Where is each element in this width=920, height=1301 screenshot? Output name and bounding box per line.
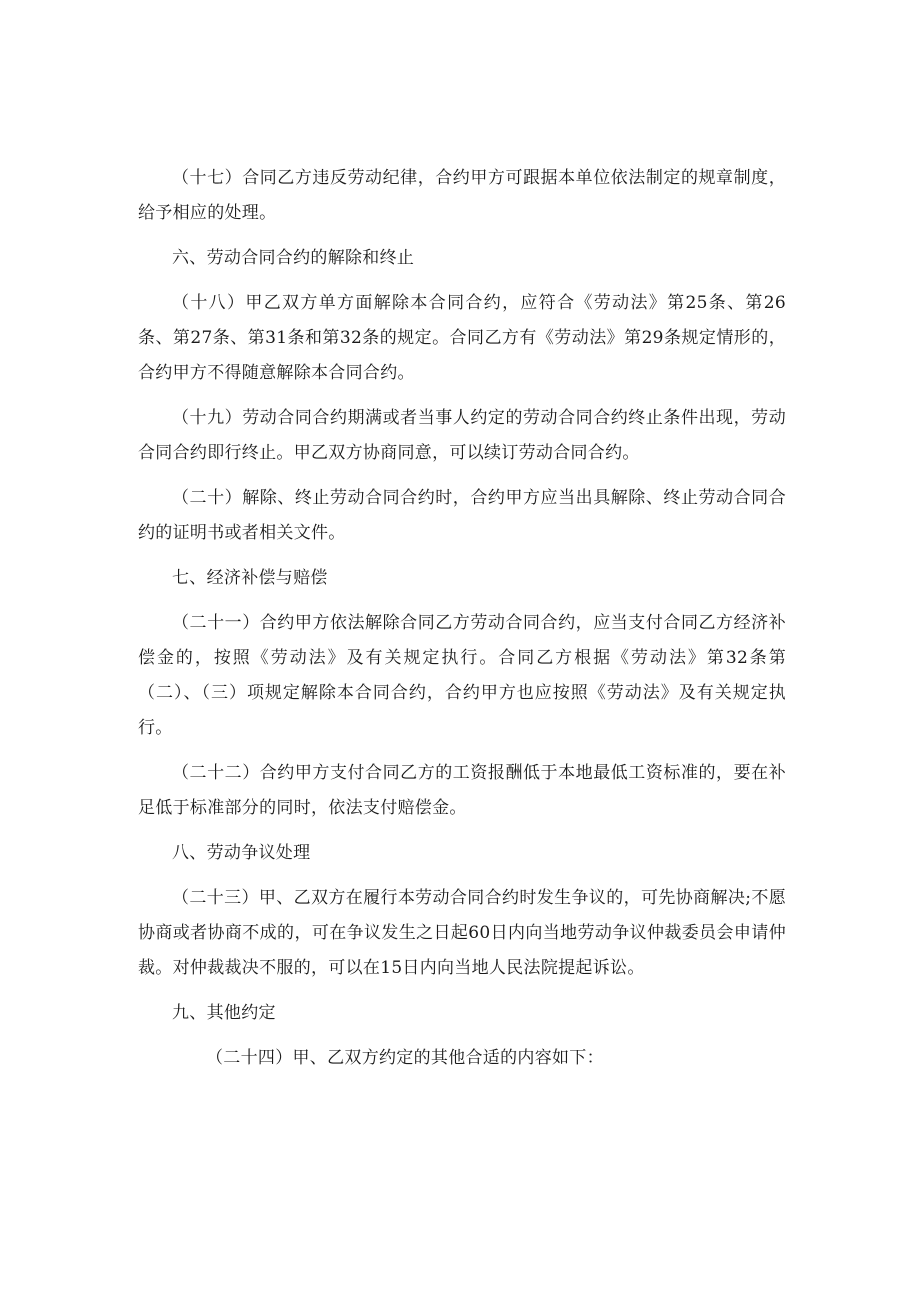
clause-24: （二十四）甲、乙双方约定的其他合适的内容如下：: [206, 1048, 604, 1068]
clause-17: （十七）合同乙方违反劳动纪律，合约甲方可跟据本单位依法制定的规章制度，给予相应的处理。: [138, 168, 786, 223]
section-heading-6: 六、劳动合同合约的解除和终止: [172, 248, 415, 268]
clause-23: （二十三）甲、乙双方在履行本劳动合同合约时发生争议的，可先协商解决;不愿协商或者协商不成的，可在争议发生之日起60日内向当地劳动争议仲裁委员会申请仲裁。对仲裁裁决不服的，可以在15日内向当地人民法院提起诉讼。: [138, 888, 786, 978]
clause-21: （二十一）合约甲方依法解除合同乙方劳动合同合约，应当支付合同乙方经济补偿金的，按照《劳动法》及有关规定执行。合同乙方根据《劳动法》第32条第（二）、（三）项规定解除本合同合约，合约甲方也应按照《劳动法》及有关规定执行。: [138, 613, 786, 738]
clause-18: （十八）甲乙双方单方面解除本合同合约，应符合《劳动法》第25条、第26条、第27条、第31条和第32条的规定。合同乙方有《劳动法》第29条规定情形的，合约甲方不得随意解除本合同合约。: [138, 293, 786, 383]
section-heading-9: 九、其他约定: [172, 1003, 276, 1023]
document-body: [138, 161, 786, 1086]
clause-20: （二十）解除、终止劳动合同合约时，合约甲方应当出具解除、终止劳动合同合约的证明书或者相关文件。: [138, 488, 786, 543]
section-heading-8: 八、劳动争议处理: [172, 843, 311, 863]
clause-19: （十九）劳动合同合约期满或者当事人约定的劳动合同合约终止条件出现，劳动合同合约即行终止。甲乙双方协商同意，可以续订劳动合同合约。: [138, 408, 786, 463]
clause-22: （二十二）合约甲方支付合同乙方的工资报酬低于本地最低工资标准的，要在补足低于标准部分的同时，依法支付赔偿金。: [138, 763, 786, 818]
section-heading-7: 七、经济补偿与赔偿: [172, 568, 328, 588]
